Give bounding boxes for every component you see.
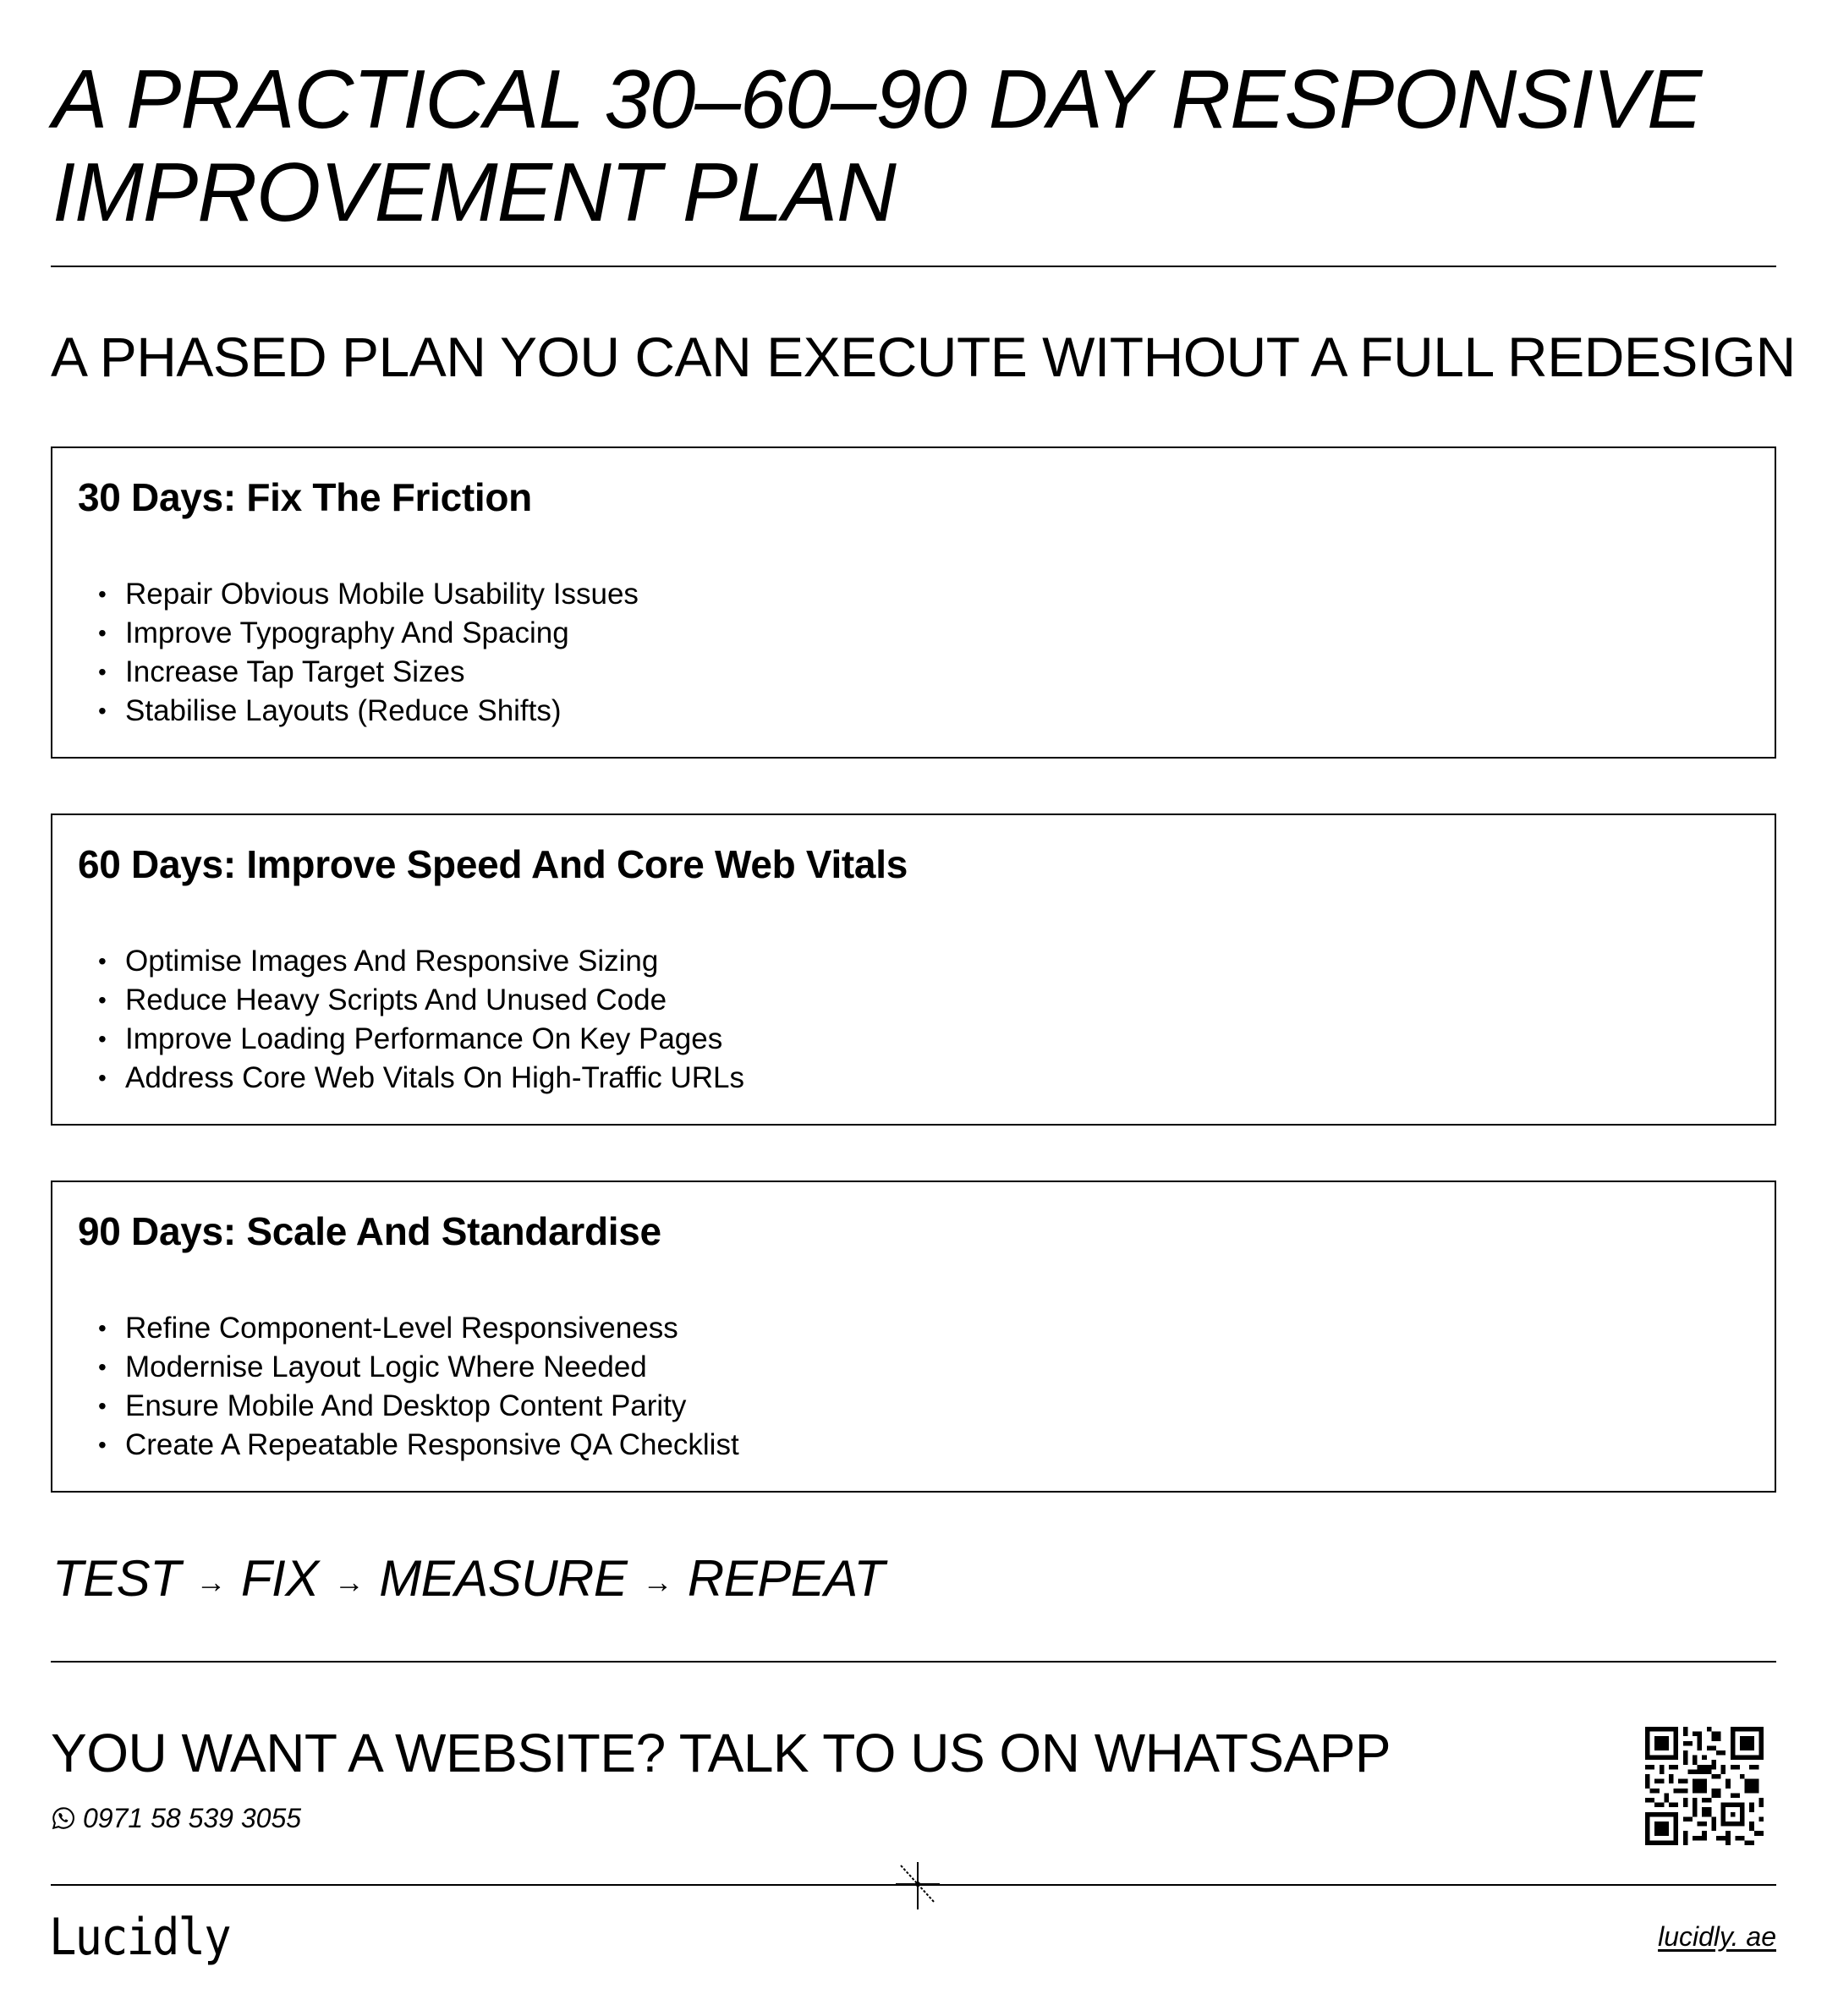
website-link[interactable]: lucidly. ae bbox=[1658, 1921, 1776, 1952]
cycle-step-repeat: REPEAT bbox=[687, 1550, 885, 1607]
list-item-text: Improve Typography And Spacing bbox=[125, 616, 569, 649]
list-item-text: Address Core Web Vitals On High-Traffic URLs bbox=[125, 1061, 745, 1094]
brand-logo: Lucidly bbox=[49, 1907, 230, 1967]
list-item-text: Optimise Images And Responsive Sizing bbox=[125, 945, 659, 978]
list-item bbox=[95, 575, 639, 614]
bullet-icon: • bbox=[98, 987, 107, 1013]
bullet-icon: • bbox=[98, 1432, 107, 1458]
cycle-step-test: TEST bbox=[52, 1550, 181, 1607]
list-item bbox=[95, 614, 639, 653]
list-item-text: Modernise Layout Logic Where Needed bbox=[125, 1350, 647, 1383]
list-item-text: Refine Component-Level Responsiveness bbox=[125, 1312, 678, 1345]
list-item-text: Increase Tap Target Sizes bbox=[125, 655, 465, 688]
process-cycle bbox=[52, 1549, 885, 1615]
bullet-icon: • bbox=[98, 1065, 107, 1091]
bullet-icon: • bbox=[98, 948, 107, 974]
list-item bbox=[95, 1059, 744, 1098]
list-item bbox=[95, 1426, 739, 1465]
phase-title: 30 Days: Fix The Friction bbox=[78, 475, 532, 519]
phase-list bbox=[95, 575, 639, 731]
phase-list bbox=[95, 942, 744, 1098]
bullet-icon: • bbox=[98, 698, 107, 724]
divider bbox=[51, 266, 1776, 267]
cycle-step-measure: MEASURE bbox=[379, 1550, 628, 1607]
page-title: A PRACTICAL 30–60–90 DAY RESPONSIVE IMPROVEMENT PLAN bbox=[52, 52, 1702, 238]
bullet-icon: • bbox=[98, 620, 107, 646]
whatsapp-icon bbox=[51, 1805, 76, 1831]
list-item bbox=[95, 1020, 744, 1059]
divider bbox=[51, 1661, 1776, 1663]
phase-title: 60 Days: Improve Speed And Core Web Vitals bbox=[78, 842, 908, 886]
bullet-icon: • bbox=[98, 1354, 107, 1380]
cycle-step-fix: FIX bbox=[240, 1550, 319, 1607]
phone-contact[interactable] bbox=[51, 1801, 301, 1835]
list-item-text: Create A Repeatable Responsive QA Checklist bbox=[125, 1428, 739, 1461]
list-item bbox=[95, 1309, 739, 1348]
phone-number: 0971 58 539 3055 bbox=[83, 1803, 302, 1833]
list-item-text: Ensure Mobile And Desktop Content Parity bbox=[125, 1389, 687, 1422]
bullet-icon: • bbox=[98, 659, 107, 685]
list-item bbox=[95, 981, 744, 1020]
phase-list bbox=[95, 1309, 739, 1465]
arrow-right-icon: → bbox=[642, 1564, 672, 1599]
list-item-text: Repair Obvious Mobile Usability Issues bbox=[125, 578, 639, 611]
list-item-text: Improve Loading Performance On Key Pages bbox=[125, 1022, 723, 1055]
list-item bbox=[95, 942, 744, 981]
list-item-text: Stabilise Layouts (Reduce Shifts) bbox=[125, 694, 562, 727]
bullet-icon: • bbox=[98, 581, 107, 607]
qr-code-icon[interactable] bbox=[1645, 1727, 1764, 1845]
crosshair-icon bbox=[892, 1860, 943, 1911]
arrow-right-icon: → bbox=[195, 1564, 226, 1599]
arrow-right-icon: → bbox=[333, 1564, 365, 1599]
phase-card-60-days bbox=[51, 814, 1776, 1126]
list-item bbox=[95, 1348, 739, 1387]
bullet-icon: • bbox=[98, 1393, 107, 1419]
list-item bbox=[95, 1387, 739, 1426]
list-item bbox=[95, 692, 639, 731]
phase-card-30-days bbox=[51, 446, 1776, 759]
page-subtitle: A PHASED PLAN YOU CAN EXECUTE WITHOUT A FULL REDESIGN bbox=[51, 326, 1796, 388]
bullet-icon: • bbox=[98, 1315, 107, 1341]
phase-title: 90 Days: Scale And Standardise bbox=[78, 1209, 661, 1253]
bullet-icon: • bbox=[98, 1026, 107, 1052]
list-item-text: Reduce Heavy Scripts And Unused Code bbox=[125, 983, 667, 1016]
phase-card-90-days bbox=[51, 1181, 1776, 1493]
cta-heading: YOU WANT A WEBSITE? TALK TO US ON WHATSAPP bbox=[51, 1723, 1391, 1783]
list-item bbox=[95, 653, 639, 692]
